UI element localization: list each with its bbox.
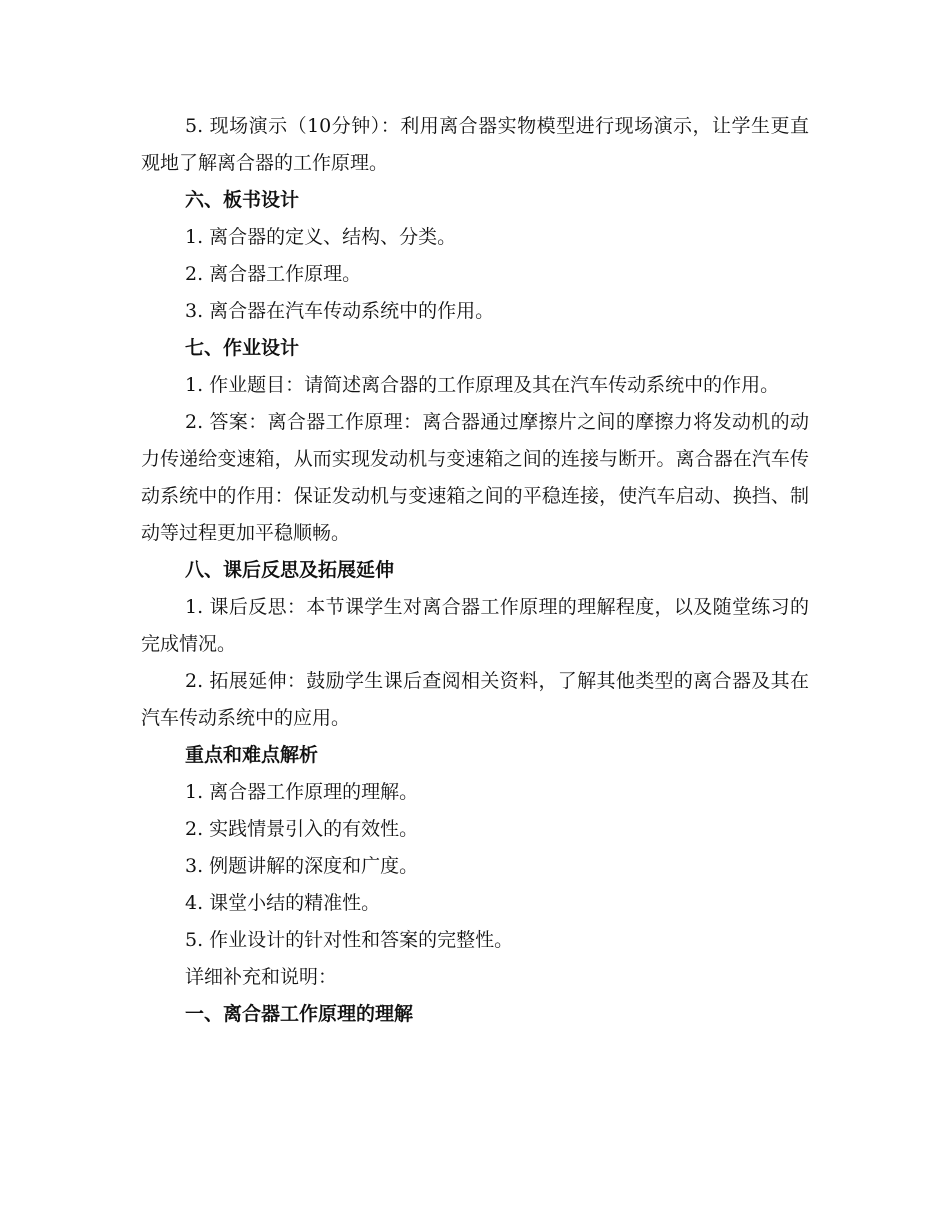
heading-key-points: 重点和难点解析 xyxy=(185,744,319,766)
heading-blackboard-design: 六、板书设计 xyxy=(185,189,300,211)
list-item: 1. 作业题目：请简述离合器的工作原理及其在汽车传动系统中的作用。 xyxy=(185,374,780,396)
list-item: 3. 例题讲解的深度和广度。 xyxy=(185,855,419,877)
list-item: 2. 拓展延伸：鼓励学生课后查阅相关资料，了解其他类型的离合器及其在汽车传动系统中的应用。 xyxy=(141,670,809,729)
list-item: 2. 实践情景引入的有效性。 xyxy=(185,818,419,840)
list-item: 4. 课堂小结的精准性。 xyxy=(185,892,381,914)
list-item: 3. 离合器在汽车传动系统中的作用。 xyxy=(185,300,495,322)
paragraph-demo: 5. 现场演示（10分钟）：利用离合器实物模型进行现场演示，让学生更直观地了解离合器的工作原理。 xyxy=(141,115,809,174)
heading-reflection: 八、课后反思及拓展延伸 xyxy=(185,559,395,581)
paragraph-supplement: 详细补充和说明： xyxy=(185,966,338,988)
list-item: 5. 作业设计的针对性和答案的完整性。 xyxy=(185,929,514,951)
list-item: 1. 课后反思：本节课学生对离合器工作原理的理解程度，以及随堂练习的完成情况。 xyxy=(141,596,809,655)
document-page xyxy=(141,108,809,1033)
list-item: 1. 离合器的定义、结构、分类。 xyxy=(185,226,457,248)
list-item: 2. 离合器工作原理。 xyxy=(185,263,362,285)
list-item: 1. 离合器工作原理的理解。 xyxy=(185,781,419,803)
heading-homework-design: 七、作业设计 xyxy=(185,337,300,359)
list-item: 2. 答案：离合器工作原理：离合器通过摩擦片之间的摩擦力将发动机的动力传递给变速箱，从而实现发动机与变速箱之间的连接与断开。离合器在汽车传动系统中的作用：保证发动机与变速箱之间的平稳连接，使汽车启动、换挡、制动等过程更加平稳顺畅。 xyxy=(141,411,809,544)
heading-clutch-principle: 一、离合器工作原理的理解 xyxy=(185,1003,414,1025)
